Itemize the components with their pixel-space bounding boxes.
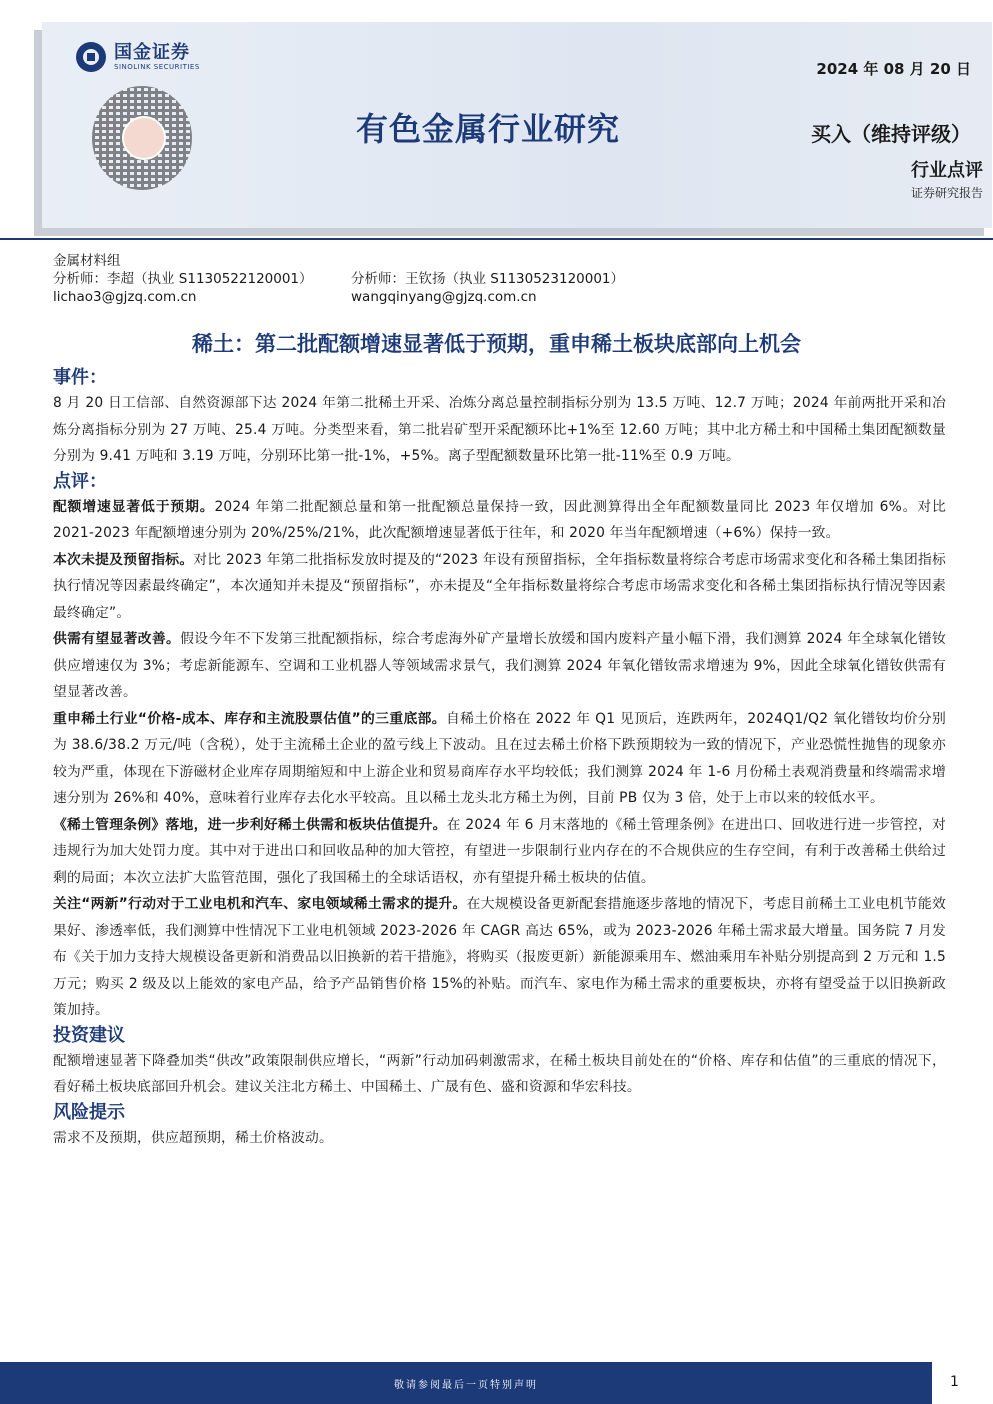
logo-icon bbox=[76, 42, 106, 72]
footer-notice: 敬请参阅最后一页特别声明 bbox=[394, 1380, 538, 1391]
comment-1-text: 2024 年第二批配额总量和第一批配额总量保持一致，因此测算得出全年配额数量同比 2023 年仅增加 6%。对比 2021-2023 年配额增速分别为 20%/25%/21%，此次配额增速显著低于往年，和 2020 年当年配额增速（+6%）保持一致。 bbox=[53, 498, 946, 541]
risk-section-title: 风险提示 bbox=[53, 1101, 125, 1123]
page-number: 1 bbox=[950, 1374, 959, 1390]
analyst-group: 金属材料组 bbox=[53, 253, 121, 269]
analyst-1-email[interactable]: lichao3@gjzq.com.cn bbox=[53, 289, 197, 305]
report-type: 行业点评 bbox=[911, 160, 983, 181]
analyst-2-email[interactable]: wangqinyang@gjzq.com.cn bbox=[351, 289, 537, 305]
comment-4-lead: 重申稀土行业“价格-成本、库存和主流股票估值”的三重底部。 bbox=[53, 710, 446, 727]
comment-paragraph-3 bbox=[53, 626, 946, 706]
company-logo bbox=[76, 42, 200, 72]
logo-english-name: SINOLINK SECURITIES bbox=[114, 62, 200, 71]
qr-center-logo-icon bbox=[122, 116, 166, 160]
comment-paragraph-1 bbox=[53, 494, 946, 547]
analyst-1-name: 分析师：李超（执业 S1130522120001） bbox=[53, 271, 313, 287]
comment-4-text: 自稀土价格在 2022 年 Q1 见顶后，连跌两年，2024Q1/Q2 氧化镨钕均价分别为 38.6/38.2 万元/吨（含税），处于主流稀土企业的盈亏线上下波动。且在过去稀土价格下跌预期较为一致的情况下，产业恐慌性抛售的现象亦较为严重，体现在下游磁材企业库存周期缩短和中上游企业和贸易商库存水平均较低；我们测算 2024 年 1-6 月份稀土表观消费量和终端需求增速分别为 26%和 40%，意味着行业库存去化水平较高。且以稀土龙头北方稀土为例，目前 PB 仅为 3 倍，处于上市以来的较低水平。 bbox=[53, 710, 946, 806]
analyst-2-name: 分析师：王钦扬（执业 S1130523120001） bbox=[351, 271, 625, 287]
comment-paragraph-2 bbox=[53, 547, 946, 627]
comment-paragraph-6 bbox=[53, 891, 946, 1024]
comment-paragraph-5 bbox=[53, 812, 946, 892]
investment-section-title: 投资建议 bbox=[53, 1024, 125, 1046]
comment-section-title: 点评： bbox=[53, 470, 107, 492]
comment-1-lead: 配额增速显著低于预期。 bbox=[53, 498, 215, 515]
analyst-block bbox=[53, 252, 624, 306]
comment-5-lead: 《稀土管理条例》落地，进一步利好稀土供需和板块估值提升。 bbox=[53, 816, 447, 833]
risk-paragraph: 需求不及预期，供应超预期，稀土价格波动。 bbox=[53, 1129, 333, 1146]
report-body bbox=[53, 366, 946, 1151]
comment-3-text: 假设今年不下发第三批配额指标，综合考虑海外矿产量增长放缓和国内废料产量小幅下滑，我们测算 2024 年全球氧化镨钕供应增速仅为 3%；考虑新能源车、空调和工业机器人等领域需求景气，我们测算 2024 年氧化镨钕需求增速为 9%，因此全球氧化镨钕供需有望显著改善。 bbox=[53, 631, 946, 700]
event-paragraph: 8 月 20 日工信部、自然资源部下达 2024 年第二批稀土开采、冶炼分离总量控制指标分别为 13.5 万吨、12.7 万吨；2024 年前两批开采和冶炼分离指标分别为 27 万吨、25.4 万吨。分类型来看，第二批岩矿型开采配额环比+1%至 12.60 万吨；其中北方稀土和中国稀土集团配额数量分别为 9.41 万吨和 3.19 万吨，分别环比第一批-1%，+5%。离子型配额数量环比第一批-11%至 0.9 万吨。 bbox=[53, 395, 946, 464]
comment-2-lead: 本次未提及预留指标。 bbox=[53, 551, 194, 568]
comment-2-text: 对比 2023 年第二批指标发放时提及的“2023 年设有预留指标，全年指标数量将综合考虑市场需求变化和各稀土集团指标执行情况等因素最终确定”，本次通知并未提及“预留指标”，亦未提及“全年指标数量将综合考虑市场需求变化和各稀土集团指标执行情况等因素最终确定”。 bbox=[53, 551, 947, 621]
report-date: 2024 年 08 月 20 日 bbox=[816, 60, 971, 78]
rating-badge: 买入（维持评级） bbox=[811, 122, 971, 146]
logo-chinese-name: 国金证券 bbox=[114, 41, 190, 63]
comment-6-text: 在大规模设备更新配套措施逐步落地的情况下，考虑目前稀土工业电机节能效果好、渗透率低，我们测算中性情况下工业电机领域 2023-2026 年 CAGR 高达 65%，或为 2023-2026 年稀土需求最大增量。国务院 7 月发布《关于加力支持大规模设备更新和消费品以旧换新的若干措施》，将购买（报废更新）新能源乘用车、燃油乘用车补贴分别提高到 2 万元和 1.5 万元；购买 2 级及以上能效的家电产品，给予产品销售价格 15%的补贴。而汽车、家电作为稀土需求的重要板块，亦将有望受益于以旧换新政策加持。 bbox=[53, 896, 946, 1018]
comment-3-lead: 供需有望显著改善。 bbox=[53, 631, 181, 647]
report-title: 有色金属行业研究 bbox=[356, 110, 621, 148]
report-headline: 稀土：第二批配额增速显著低于预期，重申稀土板块底部向上机会 bbox=[192, 332, 801, 356]
event-section-title: 事件： bbox=[53, 367, 107, 388]
header-divider bbox=[0, 238, 993, 240]
investment-paragraph: 配额增速显著下降叠加类“供改”政策限制供应增长，“两新”行动加码刺激需求，在稀土板块目前处在的“价格、库存和估值”的三重底的情况下，看好稀土板块底部回升机会。建议关注北方稀土、中国稀土、广晟有色、盛和资源和华宏科技。 bbox=[53, 1052, 946, 1095]
comment-6-lead: 关注“两新”行动对于工业电机和汽车、家电领域稀土需求的提升。 bbox=[53, 896, 467, 912]
comment-5-text: 在 2024 年 6 月末落地的《稀土管理条例》在进出口、回收进行进一步管控，对违规行为加大处罚力度。其中对于进出口和回收品种的加大管控，有望进一步限制行业内存在的不合规供应的生存空间，有利于改善稀土供给过剩的局面；本次立法扩大监管范围，强化了我国稀土的全球话语权，亦有望提升稀土板块的估值。 bbox=[53, 816, 946, 886]
report-category: 证券研究报告 bbox=[910, 186, 983, 200]
banner-shadow bbox=[34, 30, 42, 236]
comment-paragraph-4 bbox=[53, 706, 946, 812]
